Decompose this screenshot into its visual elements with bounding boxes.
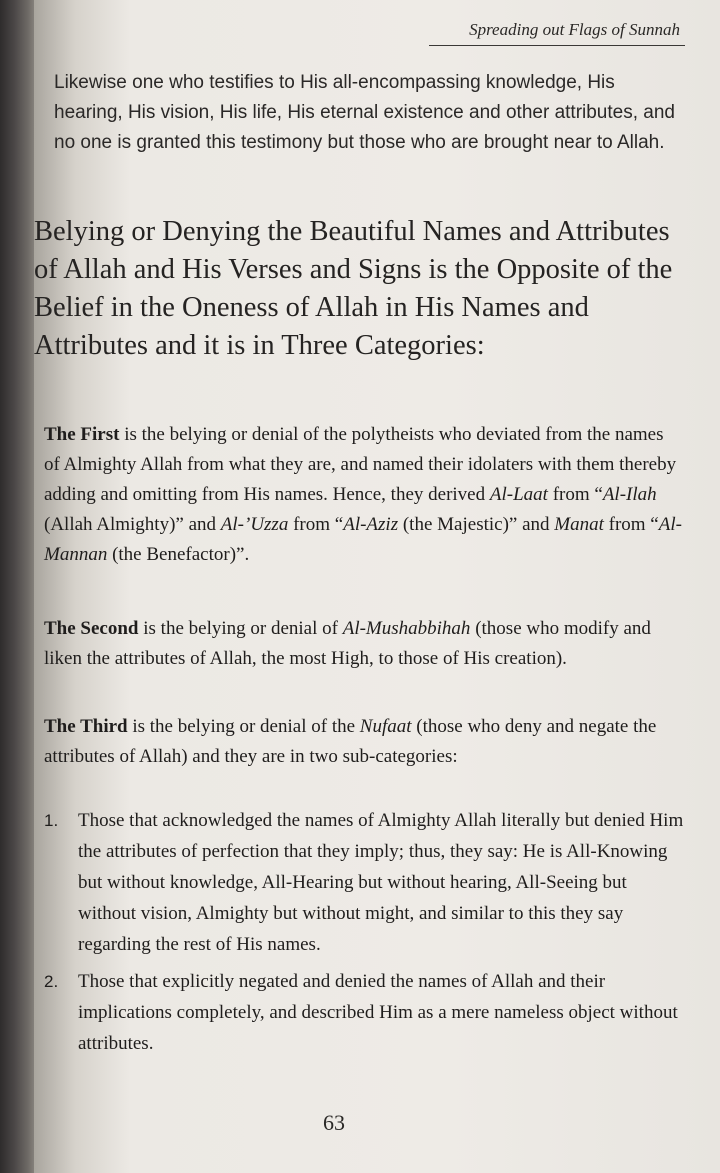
list-number: 2. [44,972,59,991]
first-text-7: (the Benefactor)”. [107,544,250,565]
second-italic-1: Al-Mushabbihah [342,618,471,639]
third-text-1: is the belying or denial of the [127,716,360,737]
paragraph-second-category [44,614,684,674]
running-header: Spreading out Flags of Sunnah [469,20,680,39]
first-italic-5: Manat [554,514,604,535]
paragraph-first-category [44,420,684,570]
first-text-3: (Allah Almighty)” and [44,514,221,535]
subcategory-list [44,805,684,1065]
list-text: Those that acknowledged the names of Almighty Allah literally but denied Him the attributes of perfection that they imply; thus, they say: He is All-Knowing but without knowledge, All-Hearing but without hearing, All-Seeing but without vision, Almighty but without might, and similar to this they say regarding the rest of His names. [78,810,684,955]
list-number: 1. [44,811,59,830]
first-text-6: from “ [603,514,659,535]
first-text-1: is the belying or denial of the polytheists who deviated from the names of Almighty Allah from what they are, and named their idolaters with them thereby adding and omitting from His names. Hence, they derived [44,424,677,505]
first-text-5: (the Majestic)” and [398,514,555,535]
first-lead: The First [44,424,120,445]
first-italic-1: Al-Laat [489,484,548,505]
first-italic-4: Al-Aziz [343,514,399,535]
first-italic-2: Al-Ilah [602,484,657,505]
list-item [44,805,684,960]
section-heading: Belying or Denying the Beautiful Names and Attributes of Allah and His Verses and Signs is the Opposite of the Belief in the Oneness of Allah in His Names and Attributes and it is in Three Categories: [34,216,673,361]
header-rule [429,45,685,46]
first-text-4: from “ [288,514,344,535]
list-item [44,966,684,1059]
third-text-2: (those who deny and negate the attributes of Allah) and they are in two sub-categories: [44,716,657,767]
paragraph-third-category [44,712,684,772]
third-lead: The Third [44,716,128,737]
second-lead: The Second [44,618,139,639]
list-text: Those that explicitly negated and denied the names of Allah and their implications completely, and described Him as a mere nameless object without attributes. [78,971,678,1054]
intro-paragraph: Likewise one who testifies to His all-encompassing knowledge, His hearing, His vision, His life, His eternal existence and other attributes, and no one is granted this testimony but those who are brought near to Allah. [54,72,675,153]
page-number: 63 [323,1110,345,1135]
first-italic-6: Al-Mannan [44,514,682,565]
book-page [34,0,720,1173]
third-italic-1: Nufaat [359,716,412,737]
second-text-2: (those who modify and liken the attributes of Allah, the most High, to those of His creation). [44,618,651,669]
second-text-1: is the belying or denial of [138,618,343,639]
first-italic-3: Al-’Uzza [220,514,289,535]
first-text-2: from “ [547,484,603,505]
